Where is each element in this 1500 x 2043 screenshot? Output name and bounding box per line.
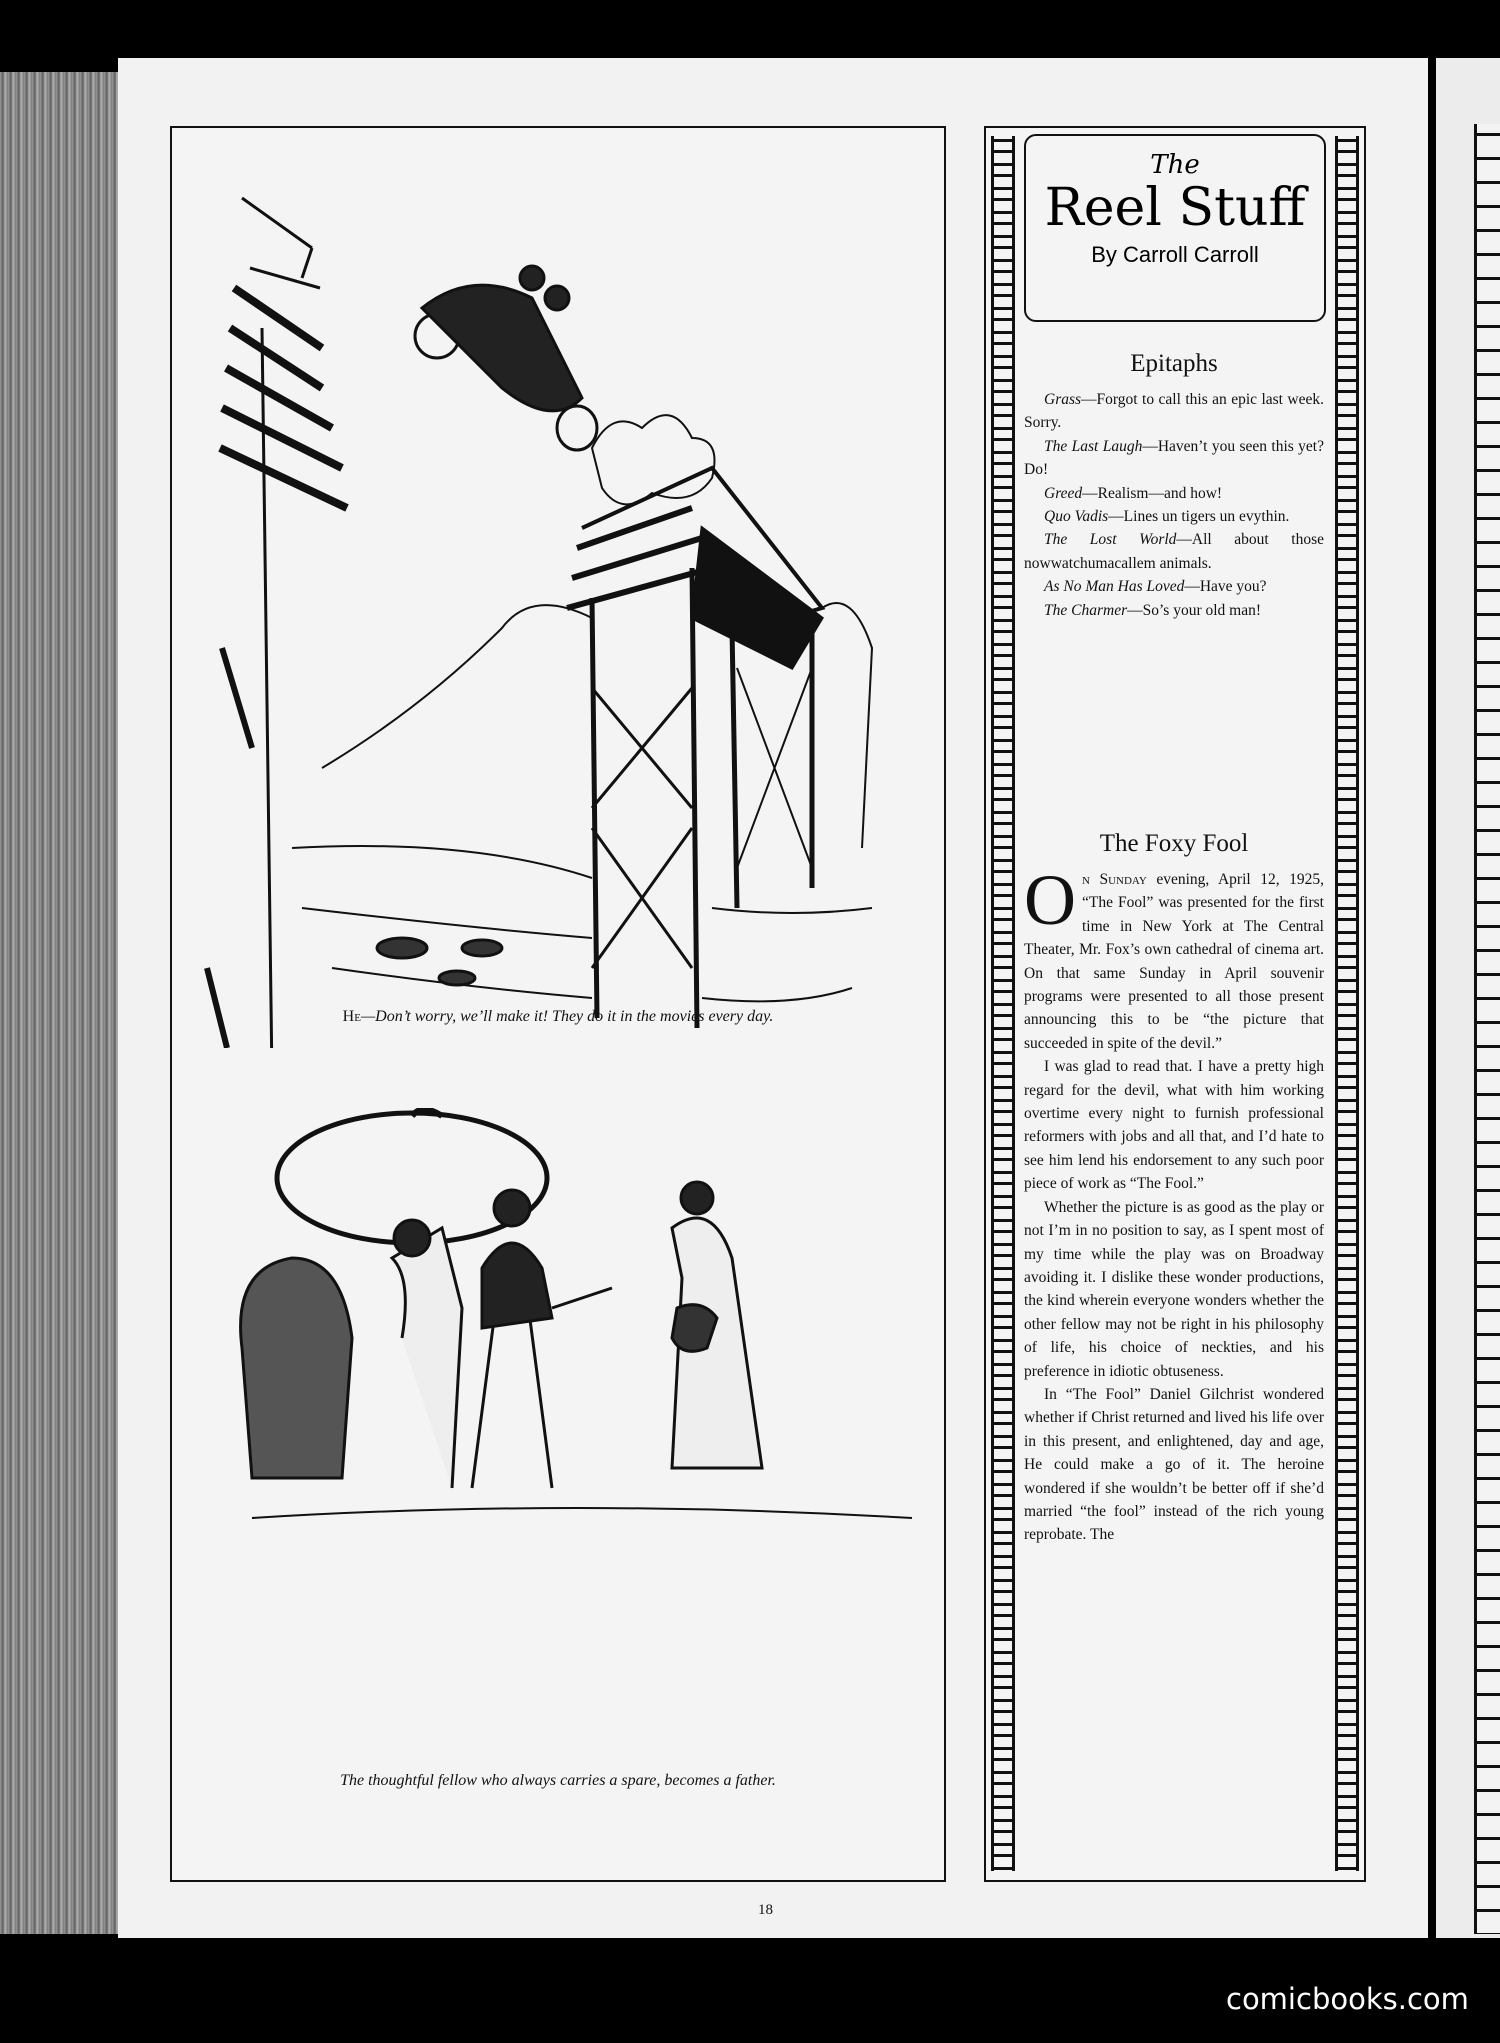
epitaph-list xyxy=(1024,388,1324,622)
article-paragraph-3: Whether the picture is as good as the play or not I’m in no position to say, as I spent most of my time while the play was on Broadway avoiding it. I dislike these wonder productions, the kind wherein everyone wonders whether the other fellow may not be right in his philosophy of life, his choice of neckties, and his preference in idiotic obtuseness. xyxy=(1024,1198,1324,1380)
section-heading-foxy-fool: The Foxy Fool xyxy=(1099,830,1249,857)
lead-in: n Sunday xyxy=(1082,871,1147,888)
article-paragraph-4: In “The Fool” Daniel Gilchrist wondered whether if Christ returned and lived his life over in this present, and enlightened, day and age, He could make a go of it. The heroine wondered if she wouldn’t be better off if she’d married “the fool” instead of the rich young reprobate. The xyxy=(1024,1385,1324,1544)
film-title: The Last Laugh xyxy=(1044,437,1143,455)
column-title: Reel Stuff xyxy=(1044,178,1306,238)
epitaph-entry xyxy=(1024,505,1324,528)
watermark: comicbooks.com xyxy=(1226,1982,1469,2016)
next-page-film-strip xyxy=(1474,124,1500,1934)
film-strip-left xyxy=(991,136,1015,1871)
cartoon-caption-top xyxy=(172,1008,944,1026)
film-title: Greed xyxy=(1044,484,1083,502)
reel-stuff-column xyxy=(984,126,1366,1882)
column-title-prefix: The xyxy=(1150,150,1200,180)
article-paragraph-2: I was glad to read that. I have a pretty high regard for the devil, what with him working overtime every night to furnish professional reformers with jobs and all that, and I’d hate to see him lend his endorsement to any such poor piece of work as “The Fool.” xyxy=(1024,1058,1324,1193)
section-heading-epitaphs: Epitaphs xyxy=(1130,350,1218,377)
column-byline: By Carroll Carroll xyxy=(1091,242,1259,267)
epitaph-text: —Lines un tigers un evythin. xyxy=(1108,508,1290,526)
article-paragraph-1 xyxy=(1024,860,1324,1055)
parlor-cartoon xyxy=(172,1108,944,1548)
bridge-car-cartoon xyxy=(172,148,944,1048)
drop-cap: O xyxy=(1024,860,1076,940)
epitaphs-section xyxy=(1024,350,1324,622)
page-number: 18 xyxy=(758,1902,773,1918)
epitaph-entry xyxy=(1024,528,1324,575)
epitaph-entry xyxy=(1024,575,1324,598)
caption-text: —Don’t worry, we’ll make it! They do it in the movies every day. xyxy=(360,1008,774,1025)
film-strip-right xyxy=(1335,136,1359,1871)
film-title: Grass xyxy=(1044,391,1082,408)
next-page-edge xyxy=(1436,58,1500,1938)
cartoon-panel xyxy=(170,126,946,1882)
book-page-edges xyxy=(0,72,120,1934)
epitaph-text: —Forgot to call this an epic last week. Sorry. xyxy=(1024,391,1324,432)
column-title-box xyxy=(1024,134,1326,322)
caption-speaker: He xyxy=(342,1008,361,1025)
paragraph-text: evening, April 12, 1925, “The Fool” was presented for the first time in New York at The Central Theater, Mr. Fox’s own cathedral of cinema art. On that same Sunday in April souvenir programs were presented to all those present announcing this to be “the picture that succeeded in spite of the devil.” xyxy=(1024,871,1324,1052)
epitaph-entry xyxy=(1024,435,1324,482)
epitaph-entry xyxy=(1024,482,1324,505)
epitaph-text: —So’s your old man! xyxy=(1127,601,1262,619)
magazine-page xyxy=(118,58,1428,1938)
epitaph-entry xyxy=(1024,599,1324,622)
epitaph-text: —Have you? xyxy=(1184,578,1267,596)
cartoon-caption-bottom: The thoughtful fellow who always carries a spare, becomes a father. xyxy=(340,1772,776,1789)
epitaph-entry xyxy=(1024,388,1324,435)
film-title: Quo Vadis xyxy=(1044,508,1109,526)
film-title: As No Man Has Loved xyxy=(1044,578,1185,596)
epitaph-text: —All about those nowwatchumacallem animals. xyxy=(1024,531,1324,572)
epitaph-text: —Haven’t you seen this yet? Do! xyxy=(1024,437,1324,479)
epitaph-text: —Realism—and how! xyxy=(1082,484,1223,502)
film-title: The Lost World xyxy=(1044,531,1177,549)
foxy-fool-section xyxy=(1024,830,1324,1547)
film-title: The Charmer xyxy=(1044,601,1128,619)
